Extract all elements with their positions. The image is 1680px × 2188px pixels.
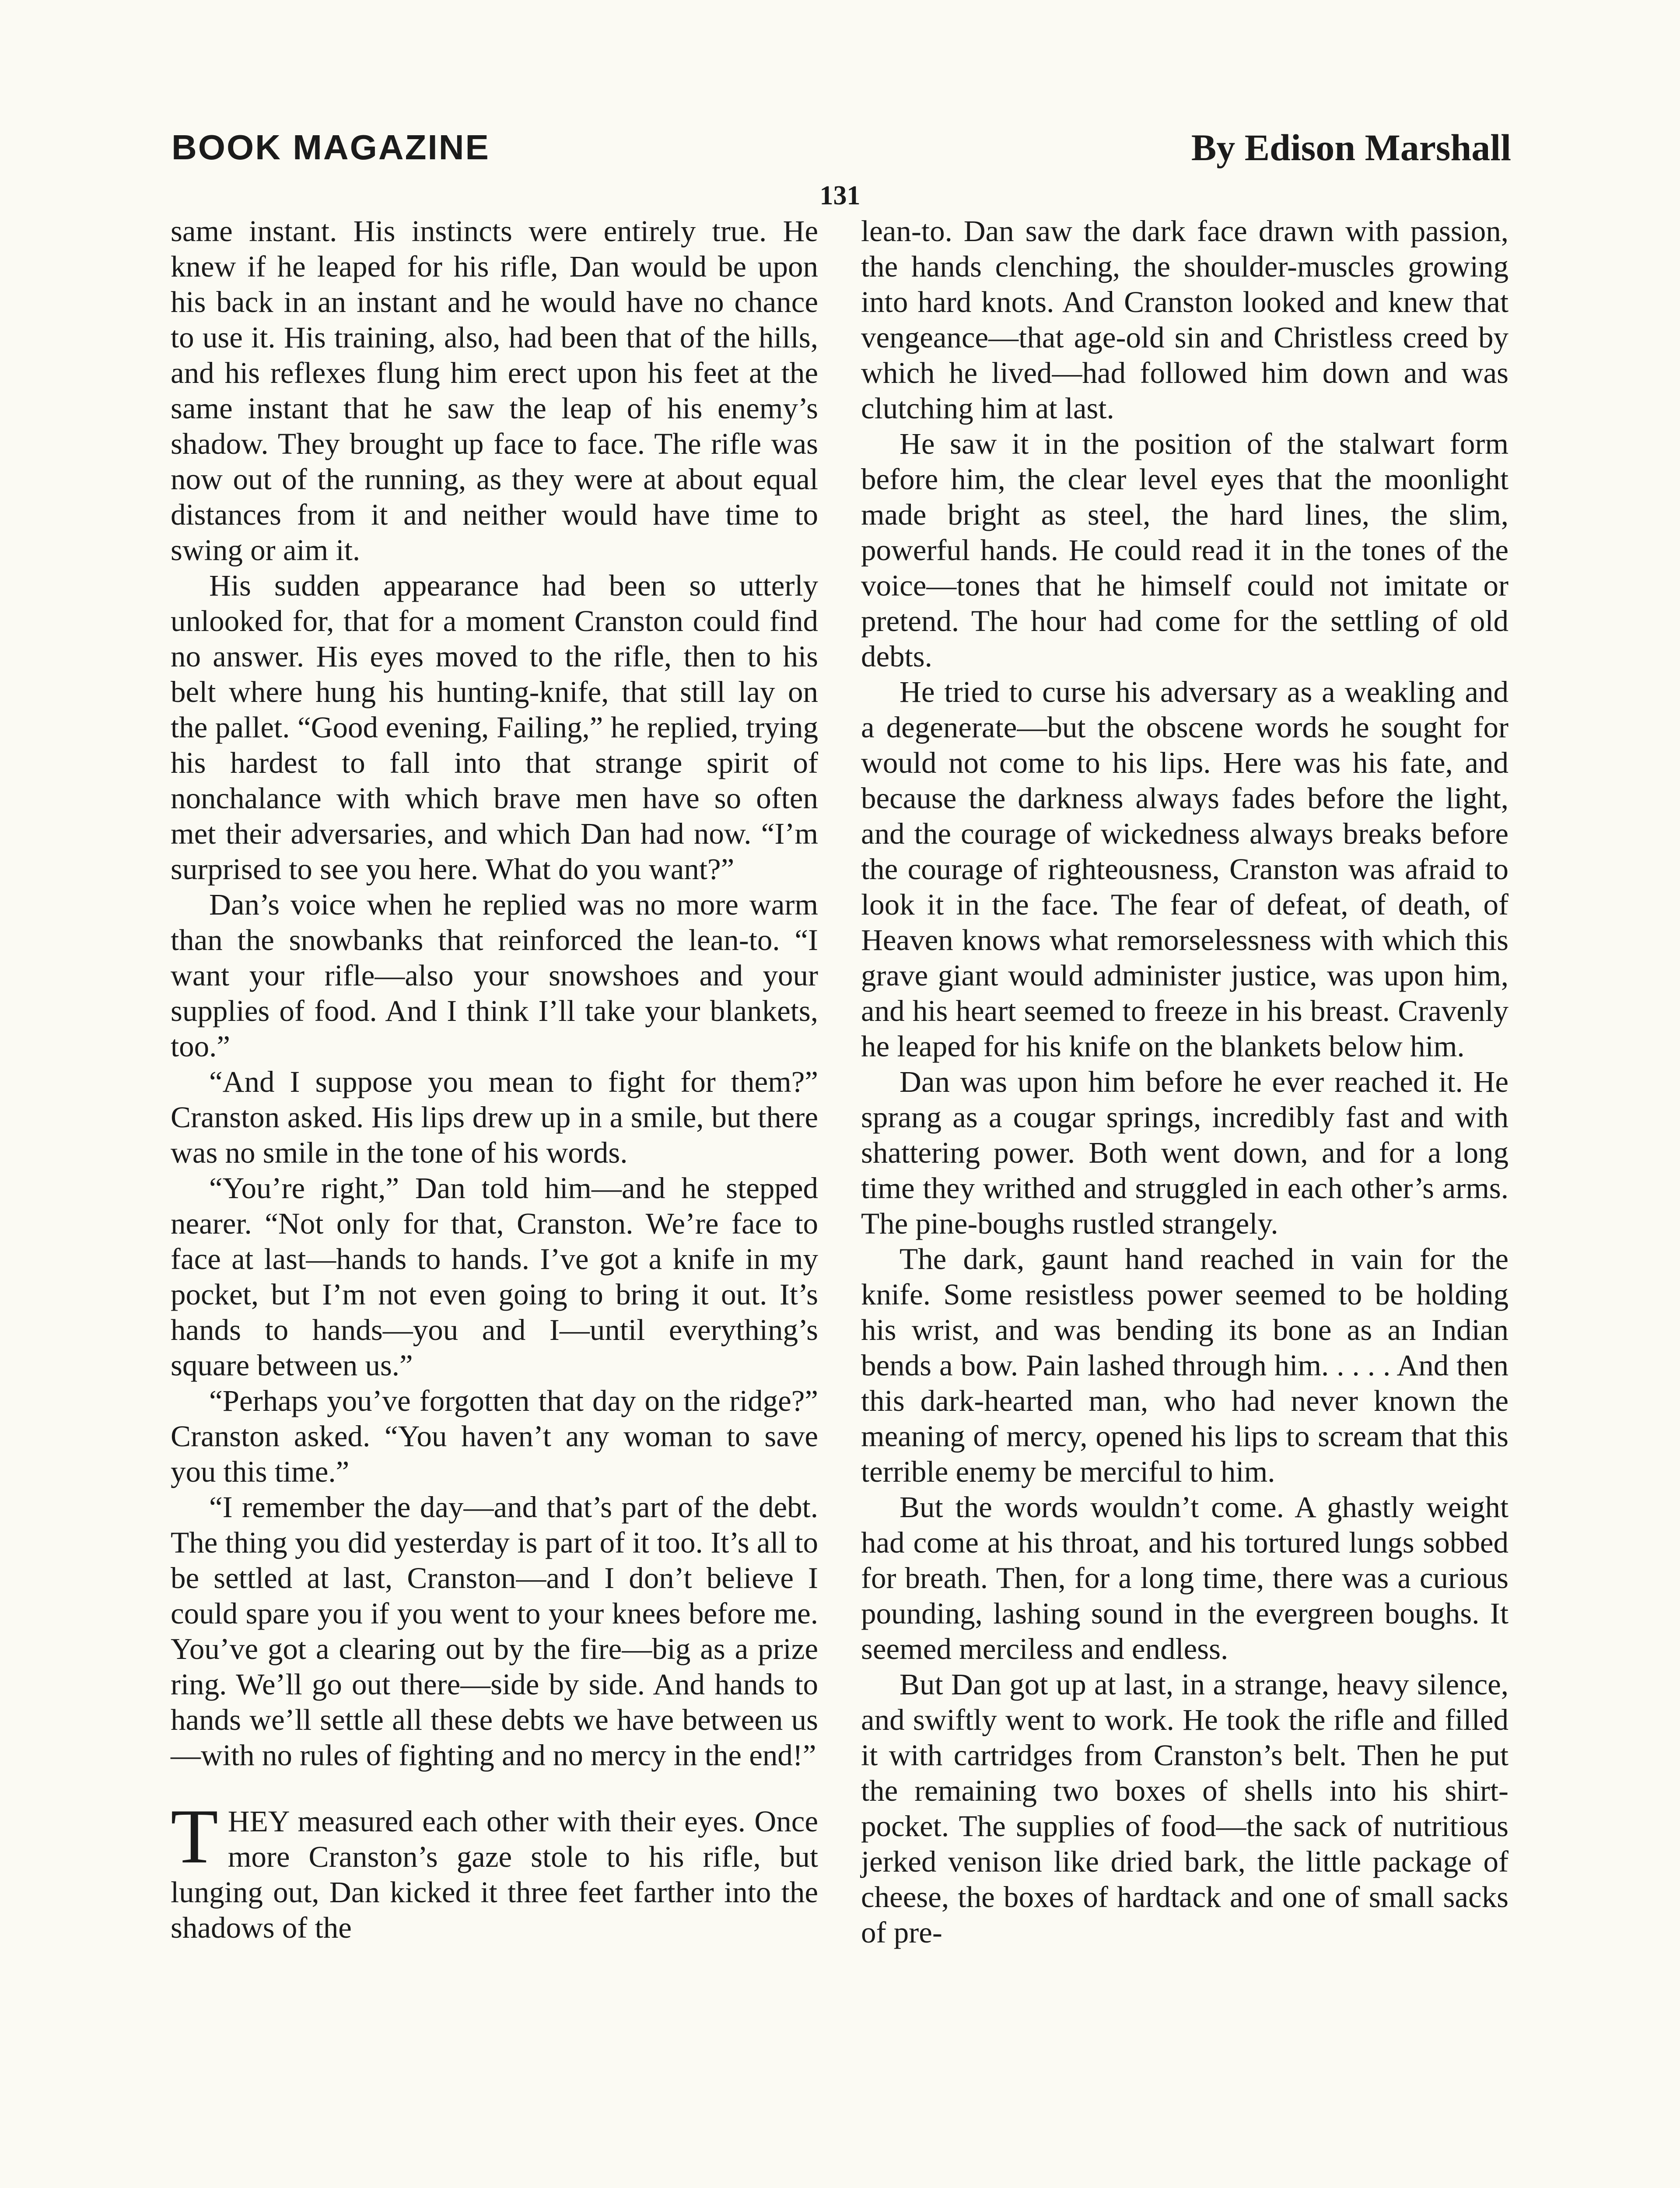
page-number: 131 [819,181,861,210]
paragraph: same instant. His instincts were entirely true. He knew if he leaped for his rifle, Dan would be upon his back in an instant and he would have no chance to use it. His training, also, had been that of the hills, and his reflexes flung him erect upon his feet at the same instant that he saw the leap of his enemy’s shadow. They brought up face to face. The rifle was now out of the running, as they were at about equal distances from it and neither would have time to swing or aim it. [171,214,818,567]
paragraph: Dan was upon him before he ever reached it. He sprang as a cougar springs, incredibly fast and with shattering power. Both went down, and for a long time they writhed and struggled in each other’s arms. The pine-boughs rustled strangely. [861,1065,1508,1240]
paragraph: His sudden appearance had been so utterly unlooked for, that for a moment Cranston could find no answer. His eyes moved to the rifle, then to his belt where hung his hunting-knife, that still lay on the pallet. “Good evening, Failing,” he replied, trying his hardest to fall into that strange spirit of nonchalance with which brave men have so often met their adversaries, and which Dan had now. “I’m surprised to see you here. What do you want?” [171,569,818,886]
paragraph: The dark, gaunt hand reached in vain for the knife. Some resistless power seemed to be holding his wrist, and was bending its bone as an Indian bends a bow. Pain lashed through him. . . . . And then this dark-hearted man, who had never known the meaning of mercy, opened his lips to scream that this terrible enemy be merciful to him. [861,1242,1508,1488]
author-byline: By Edison Marshall [1191,126,1511,168]
paragraph: But the words wouldn’t come. A ghastly weight had come at his throat, and his tortured lungs sobbed for breath. Then, for a long time, there was a curious pounding, lashing sound in the evergreen boughs. It seemed merciless and endless. [861,1490,1508,1666]
paragraph: He saw it in the position of the stalwart form before him, the clear level eyes that the moonlight made bright as steel, the hard lines, the slim, powerful hands. He could read it in the tones of the voice—tones that he himself could not imitate or pretend. The hour had come for the settling of old debts. [861,427,1508,673]
drop-cap: T [171,1793,218,1879]
right-column [861,214,1508,1950]
running-head [172,123,1511,176]
paragraph: “And I suppose you mean to fight for them?” Cranston asked. His lips drew up in a smile, but there was no smile in the tone of his words. [171,1065,818,1169]
paragraph: “Perhaps you’ve forgotten that day on the ridge?” Cranston asked. “You haven’t any woman to save you this time.” [171,1384,818,1488]
section-opening-text: HEY measured each other with their eyes. Once more Cranston’s gaze stole to his rifle, but lunging out, Dan kicked it three feet farther into the shadows of the [171,1805,818,1944]
paragraph: Dan’s voice when he replied was no more warm than the snowbanks that reinforced the lean-to. “I want your rifle—also your snowshoes and your supplies of food. And I think I’ll take your blankets, too.” [171,888,818,1063]
paragraph: But Dan got up at last, in a strange, heavy silence, and swiftly went to work. He took the rifle and filled it with cartridges from Cranston’s belt. Then he put the remaining two boxes of shells into his shirt-pocket. The supplies of food—the sack of nutritious jerked venison like dried bark, the little package of cheese, the boxes of hardtack and one of small sacks of pre- [861,1668,1508,1949]
left-column [171,214,818,1946]
paragraph: He tried to curse his adversary as a weakling and a degenerate—but the obscene words he sought for would not come to his lips. Here was his fate, and because the darkness always fades before the light, and the courage of wickedness always breaks before the courage of righteousness, Cranston was afraid to look it in the face. The fear of defeat, of death, of Heaven knows what remorselessness with which this grave giant would administer justice, was upon him, and his heart seemed to freeze in his breast. Cravenly he leaped for his knife on the blankets below him. [861,675,1508,1063]
magazine-title: BOOK MAGAZINE [172,128,490,167]
paragraph: “You’re right,” Dan told him—and he stepped nearer. “Not only for that, Cranston. We’re face to face at last—hands to hands. I’ve got a knife in my pocket, but I’m not even going to bring it out. It’s hands to hands—you and I—until everything’s square between us.” [171,1171,818,1382]
section-opening-paragraph [171,1793,818,1946]
paragraph: “I remember the day—and that’s part of the debt. The thing you did yesterday is part of it too. It’s all to be settled at last, Cranston—and I don’t believe I could spare you if you went to your knees before me. You’ve got a clearing out by the fire—big as a prize ring. We’ll go out there—side by side. And hands to hands we’ll settle all these debts we have between us—with no rules of fighting and no mercy in the end!” [171,1490,818,1772]
paragraph: lean-to. Dan saw the dark face drawn with passion, the hands clenching, the shoulder-muscles growing into hard knots. And Cranston looked and knew that vengeance—that age-old sin and Christless creed by which he lived—had followed him down and was clutching him at last. [861,214,1508,425]
